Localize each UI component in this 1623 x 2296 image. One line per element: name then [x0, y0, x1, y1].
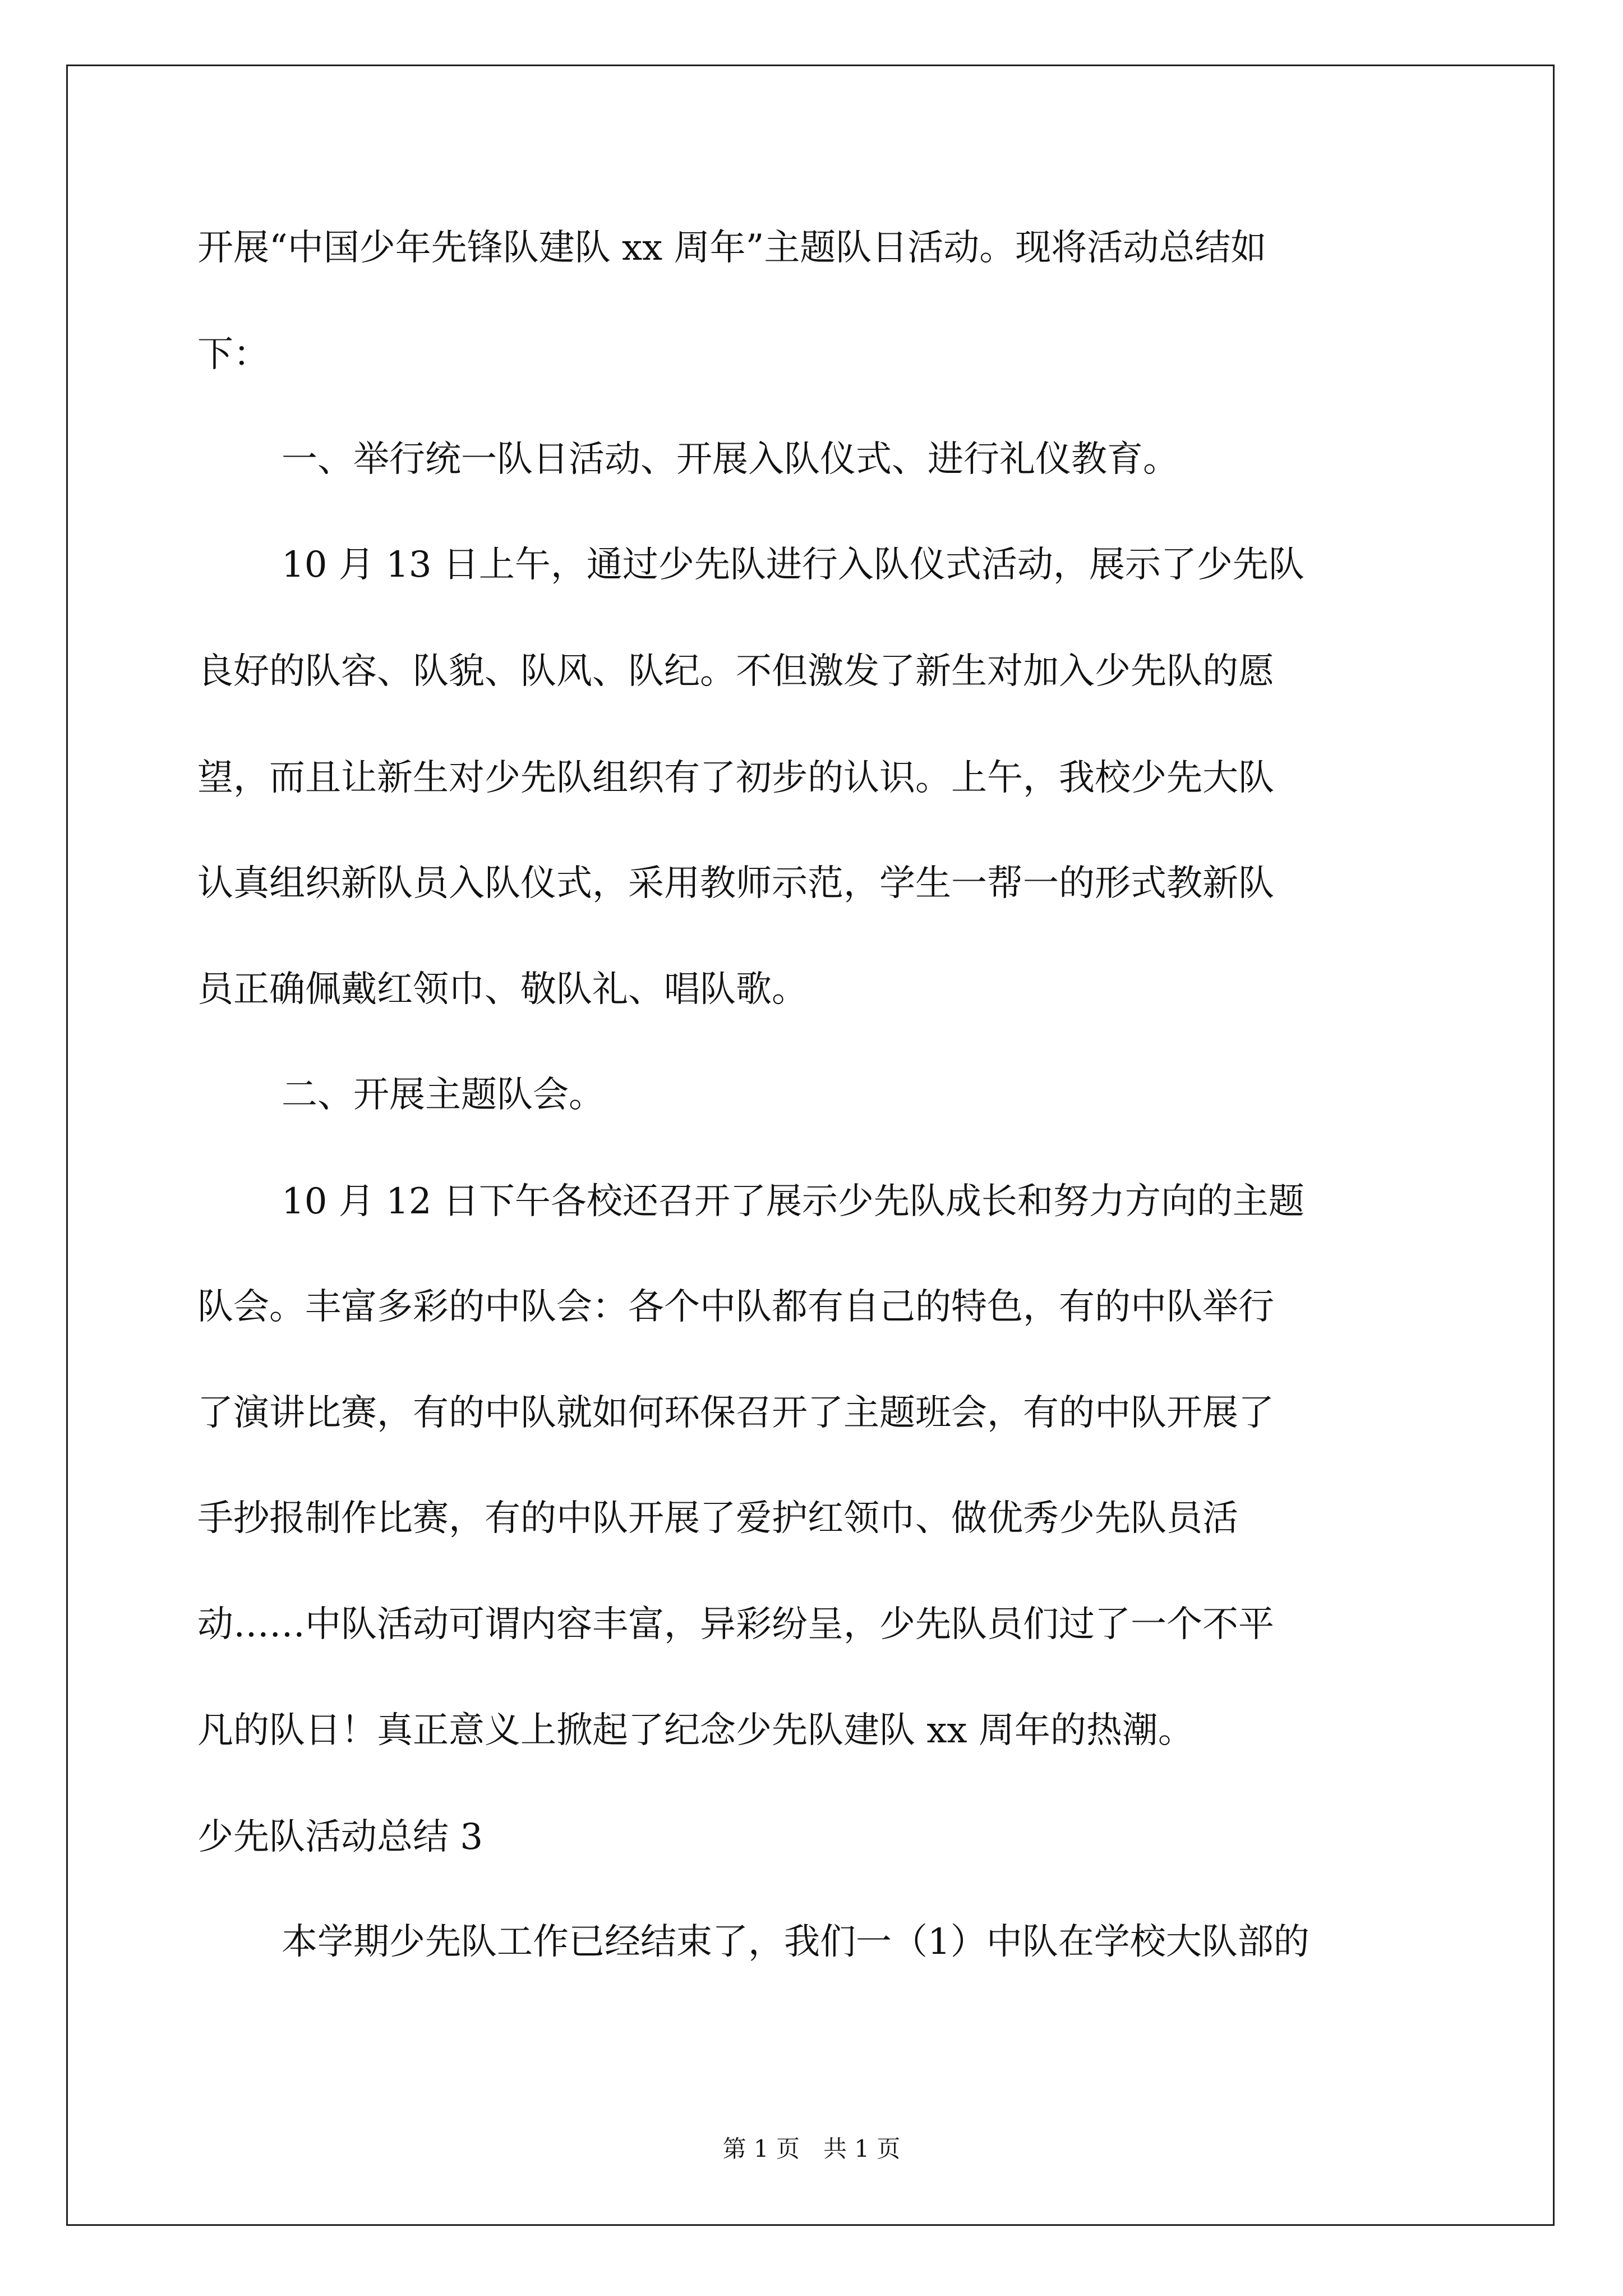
paragraph-line: 了演讲比赛，有的中队就如何环保召开了主题班会，有的中队开展了: [197, 1392, 1274, 1434]
paragraph-line: 手抄报制作比赛，有的中队开展了爱护红领巾、做优秀少先队员活: [197, 1498, 1238, 1539]
paragraph-line: 凡的队日！真正意义上掀起了纪念少先队建队 xx 周年的热潮。: [197, 1710, 1194, 1751]
document-title: 少先队活动总结 3: [197, 1816, 483, 1858]
paragraph-line: 认真组织新队员入队仪式，采用教师示范，学生一帮一的形式教新队: [197, 863, 1274, 904]
paragraph-line: 本学期少先队工作已经结束了，我们一（1）中队在学校大队部的: [282, 1921, 1310, 1963]
page-border: [66, 65, 1555, 2226]
paragraph-line: 良好的队容、队貌、队风、队纪。不但激发了新生对加入少先队的愿: [197, 651, 1274, 692]
paragraph-line: 动……中队活动可谓内容丰富，异彩纷呈，少先队员们过了一个不平: [197, 1604, 1274, 1645]
page-number: 第 1 页 共 1 页: [722, 2135, 901, 2162]
paragraph-line: 10 月 12 日下午各校还召开了展示少先队成长和努力方向的主题: [282, 1181, 1304, 1222]
paragraph-line: 员正确佩戴红领巾、敬队礼、唱队歌。: [197, 969, 808, 1010]
paragraph-line: 队会。丰富多彩的中队会：各个中队都有自己的特色，有的中队举行: [197, 1286, 1274, 1328]
paragraph-line: 开展“中国少年先锋队建队 xx 周年”主题队日活动。现将活动总结如: [197, 227, 1267, 269]
paragraph-line: 望，而且让新生对少先队组织有了初步的认识。上午，我校少先大队: [197, 757, 1274, 799]
section-heading: 二、开展主题队会。: [282, 1074, 605, 1116]
paragraph-line: 10 月 13 日上午，通过少先队进行入队仪式活动，展示了少先队: [282, 544, 1304, 586]
paragraph-line: 下：: [197, 334, 269, 375]
section-heading: 一、举行统一队日活动、开展入队仪式、进行礼仪教育。: [282, 439, 1179, 480]
